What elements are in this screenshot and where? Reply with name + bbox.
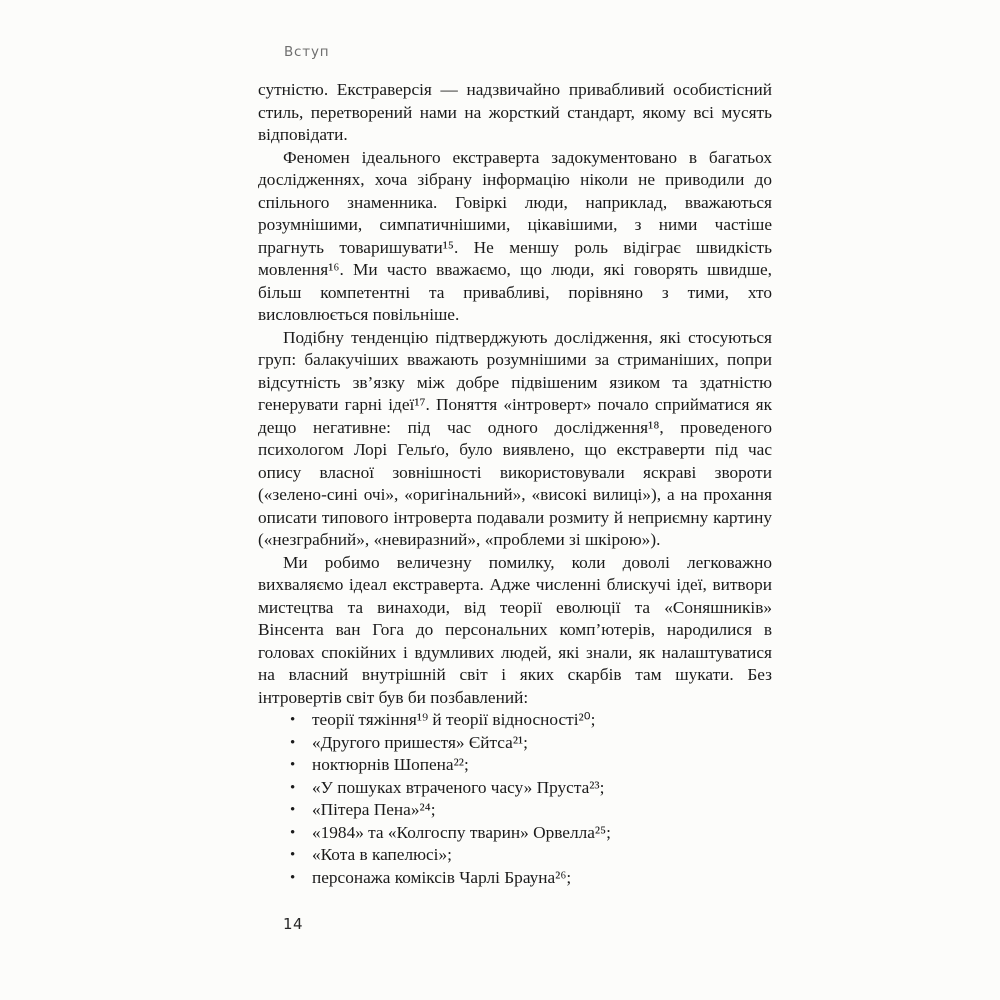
list-item: • «Другого пришестя» Єйтса²¹; bbox=[312, 732, 772, 755]
paragraph: Феномен ідеального екстраверта задокументовано в багатьох дослідженнях, хоча зібрану інформацію ніколи не приводили до спільного знаменника. Говіркі люди, наприклад, вважаються розумнішими, симпатичнішими, цікавішими, з ними частіше прагнуть товаришувати¹⁵. Не меншу роль відіграє швидкість мовлення¹⁶. Ми часто вважаємо, що люди, які говорять швидше, більш компетентні та привабливі, порівняно з тими, хто висловлюється повільніше. bbox=[258, 147, 772, 324]
paragraph: Ми робимо величезну помилку, коли доволі легковажно вихваляємо ідеал екстраверта. Адже численні блискучі ідеї, витвори мистецтва та винаходи, від теорії еволюції та «Соняшників» Вінсента ван Гога до персональних комп’ютерів, народилися в головах спокійних і вдумливих людей, які знали, як налаштуватися на власний внутрішній світ і яких скарбів там шукати. Без інтровертів світ був би позбавлений: bbox=[258, 552, 772, 707]
bullet-list bbox=[258, 709, 772, 889]
list-item: • «1984» та «Колгоспу тварин» Орвелла²⁵; bbox=[312, 822, 772, 845]
paragraph: Подібну тенденцію підтверджують дослідження, які стосуються груп: балакучіших вважають розумнішими за стриманіших, попри відсутність зв’язку між добре підвішеним язиком та здатністю генерувати гарні ідеї¹⁷. Поняття «інтроверт» почало сприйматися як дещо негативне: під час одного дослідження¹⁸, проведеного психологом Лорі Гельґо, було виявлено, що екстраверти під час опису власної зовнішності використовували яскраві звороти («зелено-сині очі», «оригінальний», «високі вилиці»), а на прохання описати типового інтроверта подавали розмиту й неприємну картину («незграбний», «невиразний», «проблеми зі шкірою»). bbox=[258, 327, 772, 549]
list-item: • персонажа коміксів Чарлі Брауна²⁶; bbox=[312, 867, 772, 890]
list-item: • теорії тяжіння¹⁹ й теорії відносності²⁰; bbox=[312, 709, 772, 732]
list-item: • «Пітера Пена»²⁴; bbox=[312, 799, 772, 822]
list-item: • ноктюрнів Шопена²²; bbox=[312, 754, 772, 777]
list-item: • «У пошуках втраченого часу» Пруста²³; bbox=[312, 777, 772, 800]
list-item: • «Кота в капелюсі»; bbox=[312, 844, 772, 867]
running-header: Вступ bbox=[284, 44, 330, 60]
paragraph: сутністю. Екстраверсія — надзвичайно привабливий особистісний стиль, перетворений нами на жорсткий стандарт, якому всі мусять відповідати. bbox=[258, 80, 772, 144]
body-text bbox=[258, 79, 772, 889]
page-number: 14 bbox=[283, 915, 304, 933]
